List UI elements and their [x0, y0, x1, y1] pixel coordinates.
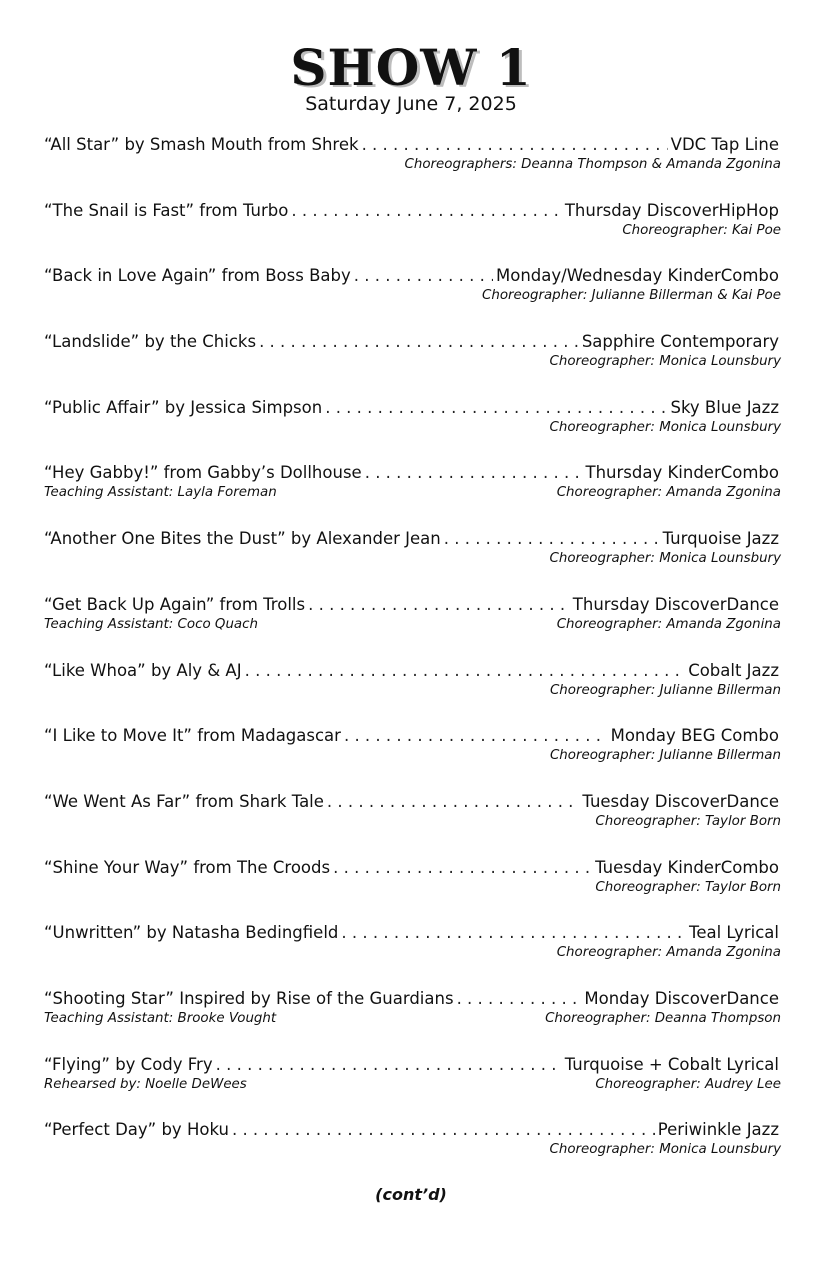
song-title: “Like Whoa” by Aly & AJ	[44, 660, 242, 680]
choreographer-credit: Choreographer: Monica Lounsbury	[549, 419, 781, 435]
assistant-credit: Teaching Assistant: Layla Foreman	[44, 485, 277, 501]
program-entry	[44, 265, 781, 331]
entry-credits	[44, 1010, 781, 1028]
program-entry	[44, 134, 781, 200]
dot-leader	[308, 594, 570, 616]
entry-main-line	[44, 134, 781, 156]
program-entry	[44, 331, 781, 397]
program-entry	[44, 397, 781, 463]
program-entry	[44, 988, 781, 1054]
entry-credits	[44, 419, 781, 437]
dot-leader	[245, 660, 686, 682]
entry-main-line	[44, 922, 781, 944]
program-entry	[44, 1119, 781, 1185]
entry-credits	[44, 287, 781, 305]
class-name: Turquoise + Cobalt Lyrical	[564, 1054, 779, 1074]
entry-main-line	[44, 528, 781, 550]
choreographer-credit: Choreographer: Monica Lounsbury	[549, 354, 781, 370]
song-title: “Shooting Star” Inspired by Rise of the Guardians	[44, 988, 454, 1008]
program-entry	[44, 922, 781, 988]
entry-main-line	[44, 462, 781, 484]
program-entry	[44, 725, 781, 791]
choreographer-credit: Choreographer: Julianne Billerman	[549, 682, 781, 698]
entry-credits	[44, 550, 781, 568]
entry-credits	[44, 222, 781, 240]
song-title: “Landslide” by the Chicks	[44, 332, 257, 352]
class-name: Turquoise Jazz	[662, 529, 779, 549]
song-title: “The Snail is Fast” from Turbo	[44, 200, 289, 220]
entry-main-line	[44, 397, 781, 419]
class-name: Thursday DiscoverDance	[572, 594, 779, 614]
song-title: “We Went As Far” from Shark Tale	[44, 791, 324, 811]
entry-main-line	[44, 331, 781, 353]
entry-credits	[44, 353, 781, 371]
choreographer-credit: Choreographer: Taylor Born	[595, 813, 781, 829]
class-name: Cobalt Jazz	[688, 660, 779, 680]
dot-leader	[325, 397, 667, 419]
choreographer-credit: Choreographer: Kai Poe	[622, 222, 781, 238]
choreographer-credit: Choreographer: Julianne Billerman	[549, 748, 781, 764]
class-name: VDC Tap Line	[670, 135, 779, 154]
dot-leader	[365, 462, 583, 484]
show-date: Saturday June 7, 2025	[305, 93, 517, 115]
song-title: “Perfect Day” by Hoku	[44, 1120, 229, 1140]
entry-credits	[44, 682, 781, 700]
choreographer-credit: Choreographer: Monica Lounsbury	[549, 1142, 781, 1158]
choreographer-credit: Choreographer: Monica Lounsbury	[549, 551, 781, 567]
dot-leader	[327, 791, 579, 813]
program-entry	[44, 857, 781, 923]
entry-credits	[44, 1141, 781, 1159]
song-title: “Unwritten” by Natasha Bedingfield	[44, 923, 339, 943]
dot-leader	[259, 331, 579, 353]
song-title: “Back in Love Again” from Boss Baby	[44, 266, 351, 286]
choreographer-credit: Choreographers: Deanna Thompson & Amanda Zgonina	[404, 157, 781, 172]
program-entry	[44, 200, 781, 266]
program-entry	[44, 462, 781, 528]
entry-main-line	[44, 660, 781, 682]
class-name: Tuesday DiscoverDance	[582, 791, 779, 811]
dot-leader	[216, 1054, 562, 1076]
choreographer-credit: Choreographer: Amanda Zgonina	[556, 616, 781, 632]
program-entry	[44, 528, 781, 594]
song-title: “Public Affair” by Jessica Simpson	[44, 397, 323, 417]
class-name: Monday/Wednesday KinderCombo	[496, 266, 779, 286]
entry-credits	[44, 616, 781, 634]
entry-main-line	[44, 725, 781, 747]
program-entry	[44, 594, 781, 660]
entry-main-line	[44, 265, 781, 287]
class-name: Tuesday KinderCombo	[595, 857, 779, 877]
entry-main-line	[44, 1054, 781, 1076]
assistant-credit: Rehearsed by: Noelle DeWees	[44, 1076, 247, 1092]
song-title: “Shine Your Way” from The Croods	[44, 857, 331, 877]
program-list	[44, 134, 781, 1185]
entry-main-line	[44, 857, 781, 879]
choreographer-credit: Choreographer: Julianne Billerman & Kai Poe	[481, 288, 781, 304]
choreographer-credit: Choreographer: Audrey Lee	[595, 1076, 781, 1092]
class-name: Monday DiscoverDance	[584, 988, 779, 1008]
assistant-credit: Teaching Assistant: Coco Quach	[44, 616, 258, 632]
entry-credits	[44, 156, 781, 174]
choreographer-credit: Choreographer: Amanda Zgonina	[556, 945, 781, 961]
dot-leader	[444, 528, 660, 550]
class-name: Thursday KinderCombo	[585, 463, 779, 483]
dot-leader	[354, 265, 493, 287]
song-title: “All Star” by Smash Mouth from Shrek	[44, 135, 359, 154]
program-entry	[44, 660, 781, 726]
choreographer-credit: Choreographer: Taylor Born	[595, 879, 781, 895]
program-entry	[44, 791, 781, 857]
dot-leader	[333, 857, 592, 879]
song-title: “Flying” by Cody Fry	[44, 1054, 213, 1074]
entry-credits	[44, 879, 781, 897]
song-title: “Another One Bites the Dust” by Alexander Jean	[44, 529, 441, 549]
choreographer-credit: Choreographer: Amanda Zgonina	[556, 485, 781, 501]
song-title: “I Like to Move It” from Madagascar	[44, 726, 341, 746]
continued-note: (cont’d)	[375, 1185, 447, 1204]
entry-main-line	[44, 1119, 781, 1141]
class-name: Monday BEG Combo	[610, 726, 779, 746]
assistant-credit: Teaching Assistant: Brooke Vought	[44, 1010, 277, 1026]
dot-leader	[291, 200, 561, 222]
class-name: Sky Blue Jazz	[670, 397, 779, 417]
entry-main-line	[44, 200, 781, 222]
class-name: Sapphire Contemporary	[581, 332, 779, 352]
dot-leader	[344, 725, 608, 747]
dot-leader	[232, 1119, 655, 1141]
entry-credits	[44, 484, 781, 502]
program-entry	[44, 1054, 781, 1120]
class-name: Thursday DiscoverHipHop	[564, 200, 779, 220]
choreographer-credit: Choreographer: Deanna Thompson	[545, 1010, 781, 1026]
entry-main-line	[44, 791, 781, 813]
dot-leader	[362, 134, 668, 156]
show-title: SHOW 1	[290, 38, 532, 97]
entry-credits	[44, 944, 781, 962]
class-name: Teal Lyrical	[689, 923, 779, 943]
entry-credits	[44, 747, 781, 765]
class-name: Periwinkle Jazz	[657, 1120, 779, 1140]
entry-credits	[44, 1076, 781, 1094]
entry-main-line	[44, 988, 781, 1010]
song-title: “Get Back Up Again” from Trolls	[44, 594, 306, 614]
song-title: “Hey Gabby!” from Gabby’s Dollhouse	[44, 463, 362, 483]
dot-leader	[341, 922, 686, 944]
entry-credits	[44, 813, 781, 831]
entry-main-line	[44, 594, 781, 616]
dot-leader	[457, 988, 582, 1010]
